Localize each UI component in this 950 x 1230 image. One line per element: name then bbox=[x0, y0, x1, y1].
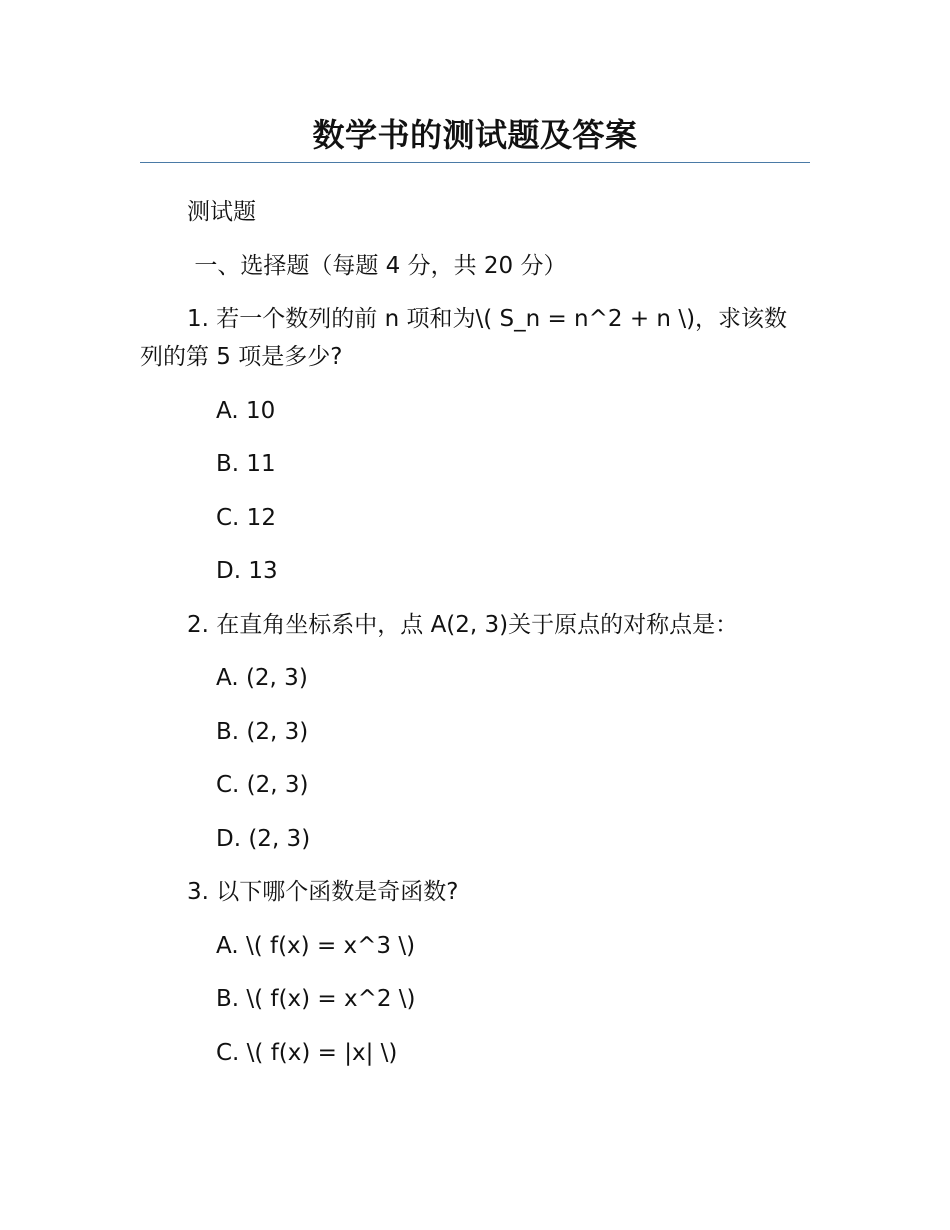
title-underline bbox=[140, 162, 810, 163]
question-2-option-c: C. (2, 3) bbox=[216, 772, 309, 798]
question-1-option-b: B. 11 bbox=[216, 451, 276, 477]
question-2: 2. 在直角坐标系中，点 A(2, 3)关于原点的对称点是： bbox=[187, 611, 739, 638]
document-body bbox=[140, 193, 810, 1087]
section-label: 测试题 bbox=[187, 199, 256, 225]
question-2-option-a: A. (2, 3) bbox=[216, 665, 308, 691]
question-1-option-a: A. 10 bbox=[216, 397, 276, 424]
question-1: 1. 若一个数列的前 n 项和为\( S_n = n^2 + n \)，求该数列的第 5 项是多少? bbox=[140, 306, 788, 370]
question-2-option-d: D. (2, 3) bbox=[216, 825, 311, 852]
part-heading: 一、选择题（每题 4 分，共 20 分） bbox=[187, 252, 567, 279]
question-1-option-c: C. 12 bbox=[216, 504, 276, 531]
question-1-option-d: D. 13 bbox=[216, 558, 278, 584]
question-3-option-c: C. \( f(x) = |x| \) bbox=[216, 1039, 398, 1066]
question-2-option-b: B. (2, 3) bbox=[216, 718, 309, 745]
document-title: 数学书的测试题及答案 bbox=[312, 116, 638, 154]
question-3-option-a: A. \( f(x) = x^3 \) bbox=[216, 932, 416, 959]
question-3-option-b: B. \( f(x) = x^2 \) bbox=[216, 986, 416, 1012]
question-3: 3. 以下哪个函数是奇函数? bbox=[187, 879, 459, 905]
